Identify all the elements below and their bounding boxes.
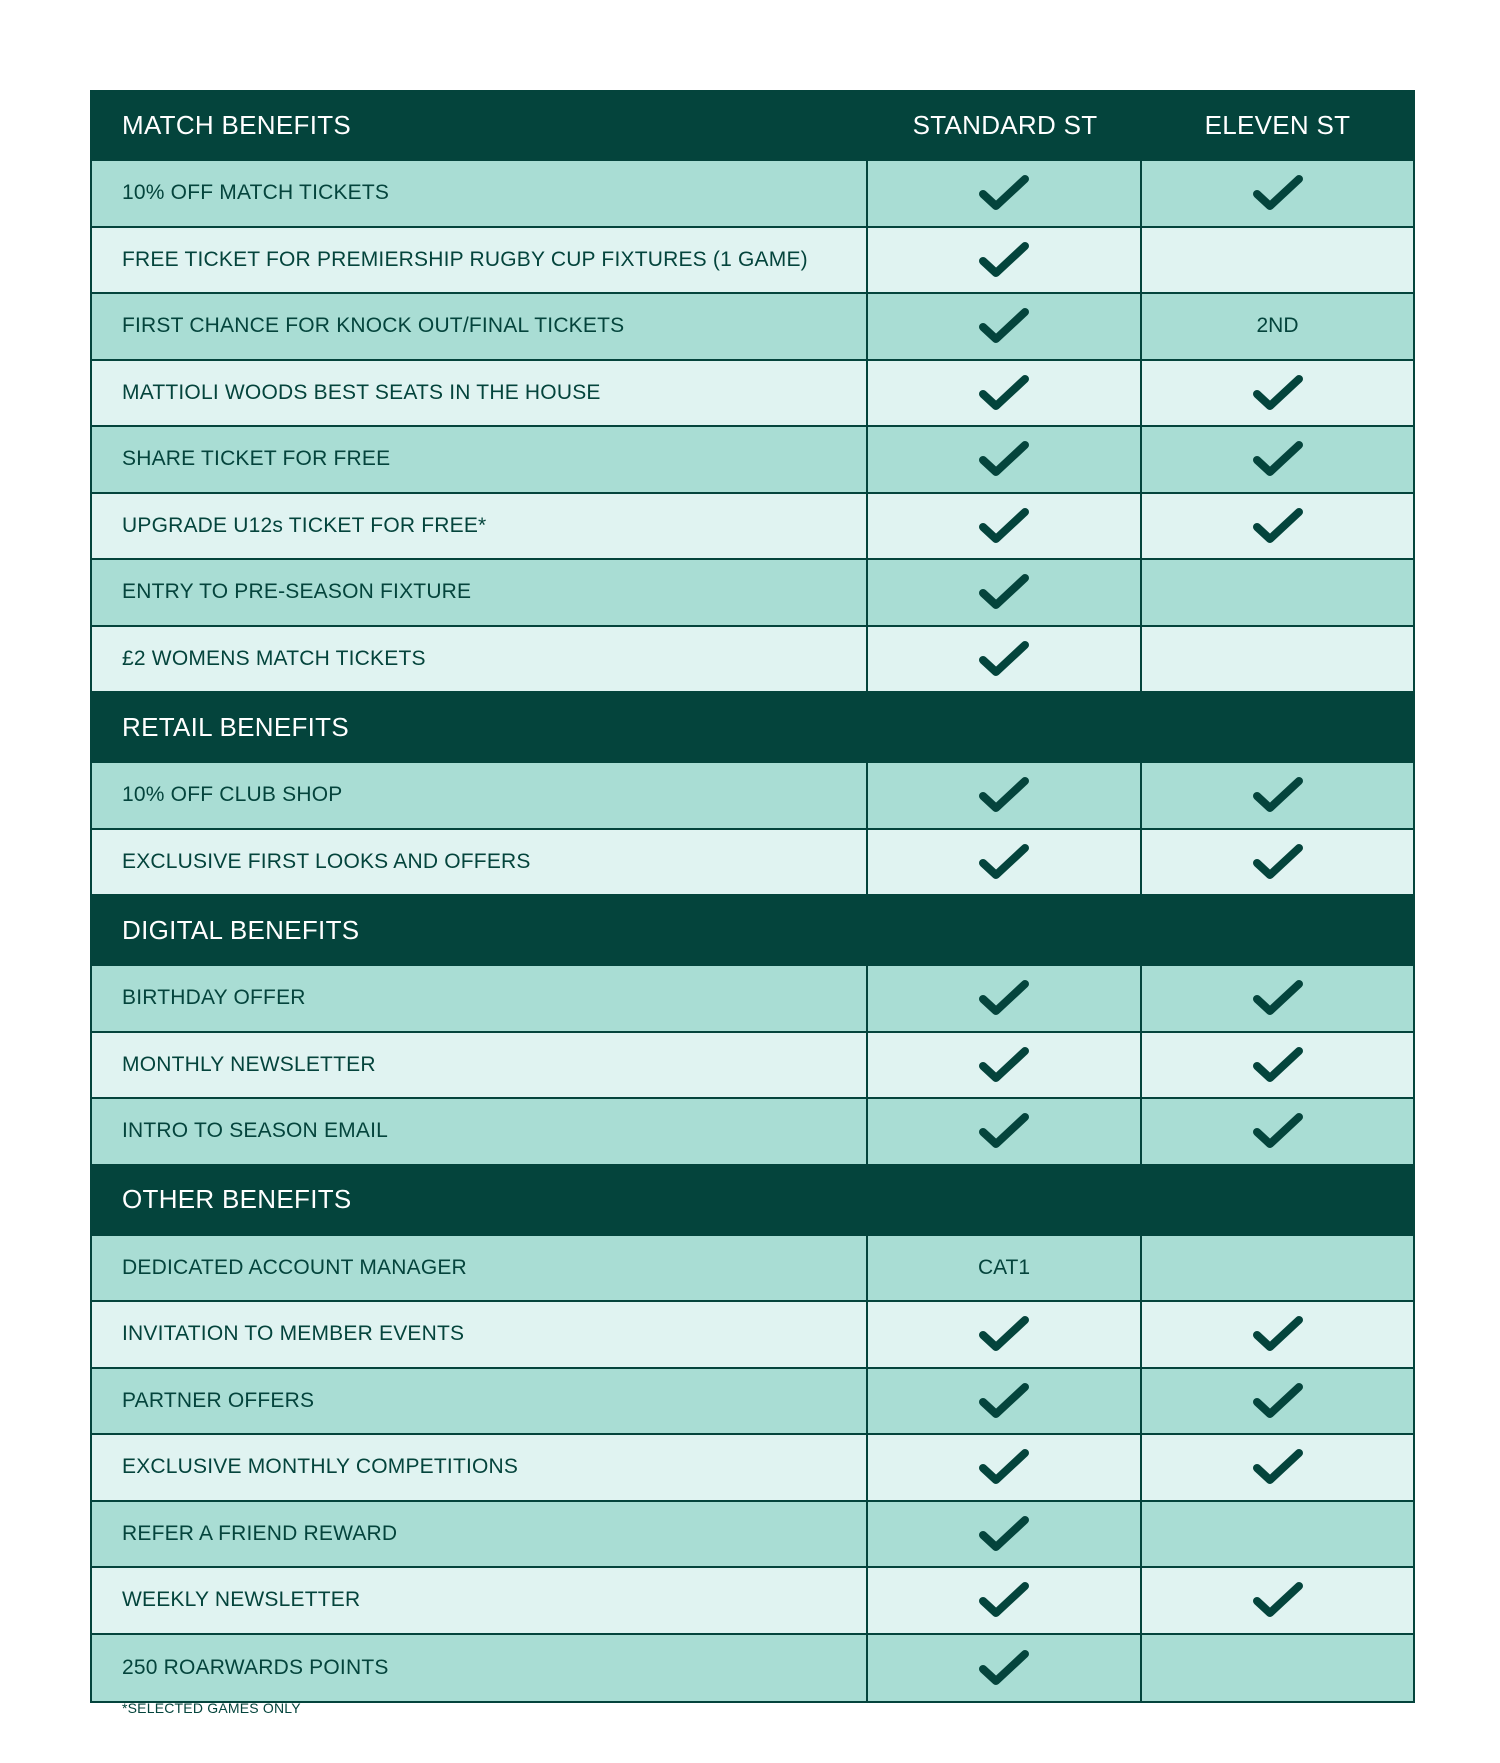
eleven-st-cell <box>1142 627 1413 692</box>
standard-st-cell <box>868 966 1142 1031</box>
check-icon <box>977 172 1031 214</box>
benefit-label: INTRO TO SEASON EMAIL <box>92 1099 868 1164</box>
section-header-retail-benefits <box>92 693 1413 763</box>
check-icon <box>1251 1446 1305 1488</box>
benefit-label: £2 WOMENS MATCH TICKETS <box>92 627 868 692</box>
eleven-st-cell <box>1142 830 1413 895</box>
standard-st-cell <box>868 161 1142 226</box>
table-row <box>92 228 1413 295</box>
benefit-label: REFER A FRIEND REWARD <box>92 1502 868 1567</box>
table-row <box>92 560 1413 627</box>
benefit-label: FREE TICKET FOR PREMIERSHIP RUGBY CUP FIXTURES (1 GAME) <box>92 228 868 293</box>
check-icon <box>1251 172 1305 214</box>
table-row <box>92 763 1413 830</box>
benefit-label: MATTIOLI WOODS BEST SEATS IN THE HOUSE <box>92 361 868 426</box>
eleven-st-cell <box>1142 228 1413 293</box>
eleven-st-cell <box>1142 294 1413 359</box>
table-row <box>92 1435 1413 1502</box>
standard-st-cell <box>868 361 1142 426</box>
eleven-st-cell <box>1142 1302 1413 1367</box>
benefit-label: EXCLUSIVE MONTHLY COMPETITIONS <box>92 1435 868 1500</box>
table-row <box>92 830 1413 897</box>
check-icon <box>1251 1380 1305 1422</box>
check-icon <box>977 977 1031 1019</box>
check-icon <box>977 438 1031 480</box>
table-row <box>92 1099 1413 1166</box>
standard-st-cell <box>868 294 1142 359</box>
section-title-match-benefits: MATCH BENEFITS <box>122 110 352 140</box>
eleven-st-cell <box>1142 1435 1413 1500</box>
check-icon <box>977 1380 1031 1422</box>
standard-st-cell <box>868 228 1142 293</box>
benefit-label: ENTRY TO PRE-SEASON FIXTURE <box>92 560 868 625</box>
benefit-label: 250 ROARWARDS POINTS <box>92 1635 868 1702</box>
check-icon <box>977 1647 1031 1689</box>
standard-st-cell <box>868 1502 1142 1567</box>
check-icon <box>977 1044 1031 1086</box>
eleven-st-cell <box>1142 361 1413 426</box>
eleven-st-cell <box>1142 494 1413 559</box>
check-icon <box>977 505 1031 547</box>
table-row <box>92 494 1413 561</box>
eleven-st-cell <box>1142 966 1413 1031</box>
benefit-label: WEEKLY NEWSLETTER <box>92 1568 868 1633</box>
check-icon <box>1251 1579 1305 1621</box>
table-row <box>92 161 1413 228</box>
benefit-label: MONTHLY NEWSLETTER <box>92 1033 868 1098</box>
check-icon <box>977 638 1031 680</box>
check-icon <box>1251 977 1305 1019</box>
table-row <box>92 1502 1413 1569</box>
table-row <box>92 1236 1413 1303</box>
benefit-label: INVITATION TO MEMBER EVENTS <box>92 1302 868 1367</box>
check-icon <box>1251 774 1305 816</box>
benefit-label: PARTNER OFFERS <box>92 1369 868 1434</box>
benefit-label: UPGRADE U12s TICKET FOR FREE* <box>92 494 868 559</box>
check-icon <box>977 1446 1031 1488</box>
eleven-st-cell <box>1142 1502 1413 1567</box>
section-header-digital-benefits <box>92 896 1413 966</box>
standard-st-cell <box>868 560 1142 625</box>
standard-st-cell <box>868 1236 1142 1301</box>
check-icon <box>977 1110 1031 1152</box>
check-icon <box>977 305 1031 347</box>
column-header-standard-st: STANDARD ST <box>912 110 1098 140</box>
column-header-eleven-st: ELEVEN ST <box>1204 110 1351 140</box>
check-icon <box>1251 1044 1305 1086</box>
table-row <box>92 1635 1413 1702</box>
cell-text: 2ND <box>1256 314 1299 338</box>
standard-st-cell <box>868 1302 1142 1367</box>
eleven-st-cell <box>1142 1568 1413 1633</box>
table-row <box>92 1302 1413 1369</box>
check-icon <box>977 841 1031 883</box>
check-icon <box>1251 1110 1305 1152</box>
section-header-other-benefits <box>92 1166 1413 1236</box>
check-icon <box>1251 841 1305 883</box>
benefit-label: DEDICATED ACCOUNT MANAGER <box>92 1236 868 1301</box>
section-title: DIGITAL BENEFITS <box>122 914 360 945</box>
standard-st-cell <box>868 1435 1142 1500</box>
eleven-st-cell <box>1142 560 1413 625</box>
check-icon <box>977 571 1031 613</box>
check-icon <box>977 774 1031 816</box>
eleven-st-cell <box>1142 1033 1413 1098</box>
eleven-st-cell <box>1142 1369 1413 1434</box>
cell-text: CAT1 <box>977 1255 1031 1279</box>
standard-st-cell <box>868 427 1142 492</box>
table-row <box>92 966 1413 1033</box>
standard-st-cell <box>868 1568 1142 1633</box>
table-row <box>92 1369 1413 1436</box>
benefit-label: 10% OFF MATCH TICKETS <box>92 161 868 226</box>
benefit-label: BIRTHDAY OFFER <box>92 966 868 1031</box>
benefit-label: EXCLUSIVE FIRST LOOKS AND OFFERS <box>92 830 868 895</box>
table-row <box>92 427 1413 494</box>
table-row <box>92 294 1413 361</box>
standard-st-cell <box>868 494 1142 559</box>
table-row <box>92 361 1413 428</box>
eleven-st-cell <box>1142 1635 1413 1702</box>
standard-st-cell <box>868 1033 1142 1098</box>
standard-st-cell <box>868 1369 1142 1434</box>
eleven-st-cell <box>1142 763 1413 828</box>
check-icon <box>977 239 1031 281</box>
standard-st-cell <box>868 627 1142 692</box>
section-title: OTHER BENEFITS <box>122 1184 352 1214</box>
eleven-st-cell <box>1142 1236 1413 1301</box>
benefit-label: FIRST CHANCE FOR KNOCK OUT/FINAL TICKETS <box>92 294 868 359</box>
section-title: RETAIL BENEFITS <box>122 711 349 742</box>
eleven-st-cell <box>1142 427 1413 492</box>
table-header <box>92 92 1413 161</box>
benefit-label: SHARE TICKET FOR FREE <box>92 427 868 492</box>
check-icon <box>977 1313 1031 1355</box>
standard-st-cell <box>868 1635 1142 1702</box>
footnote: *SELECTED GAMES ONLY <box>122 1700 301 1716</box>
eleven-st-cell <box>1142 161 1413 226</box>
check-icon <box>977 372 1031 414</box>
check-icon <box>1251 438 1305 480</box>
table-row <box>92 1568 1413 1635</box>
table-row <box>92 627 1413 694</box>
check-icon <box>1251 1313 1305 1355</box>
table-row <box>92 1033 1413 1100</box>
benefits-table <box>90 90 1415 1703</box>
eleven-st-cell <box>1142 1099 1413 1164</box>
check-icon <box>977 1579 1031 1621</box>
check-icon <box>977 1513 1031 1555</box>
standard-st-cell <box>868 830 1142 895</box>
benefit-label: 10% OFF CLUB SHOP <box>92 763 868 828</box>
check-icon <box>1251 372 1305 414</box>
check-icon <box>1251 505 1305 547</box>
table-body <box>92 161 1413 1701</box>
standard-st-cell <box>868 1099 1142 1164</box>
standard-st-cell <box>868 763 1142 828</box>
